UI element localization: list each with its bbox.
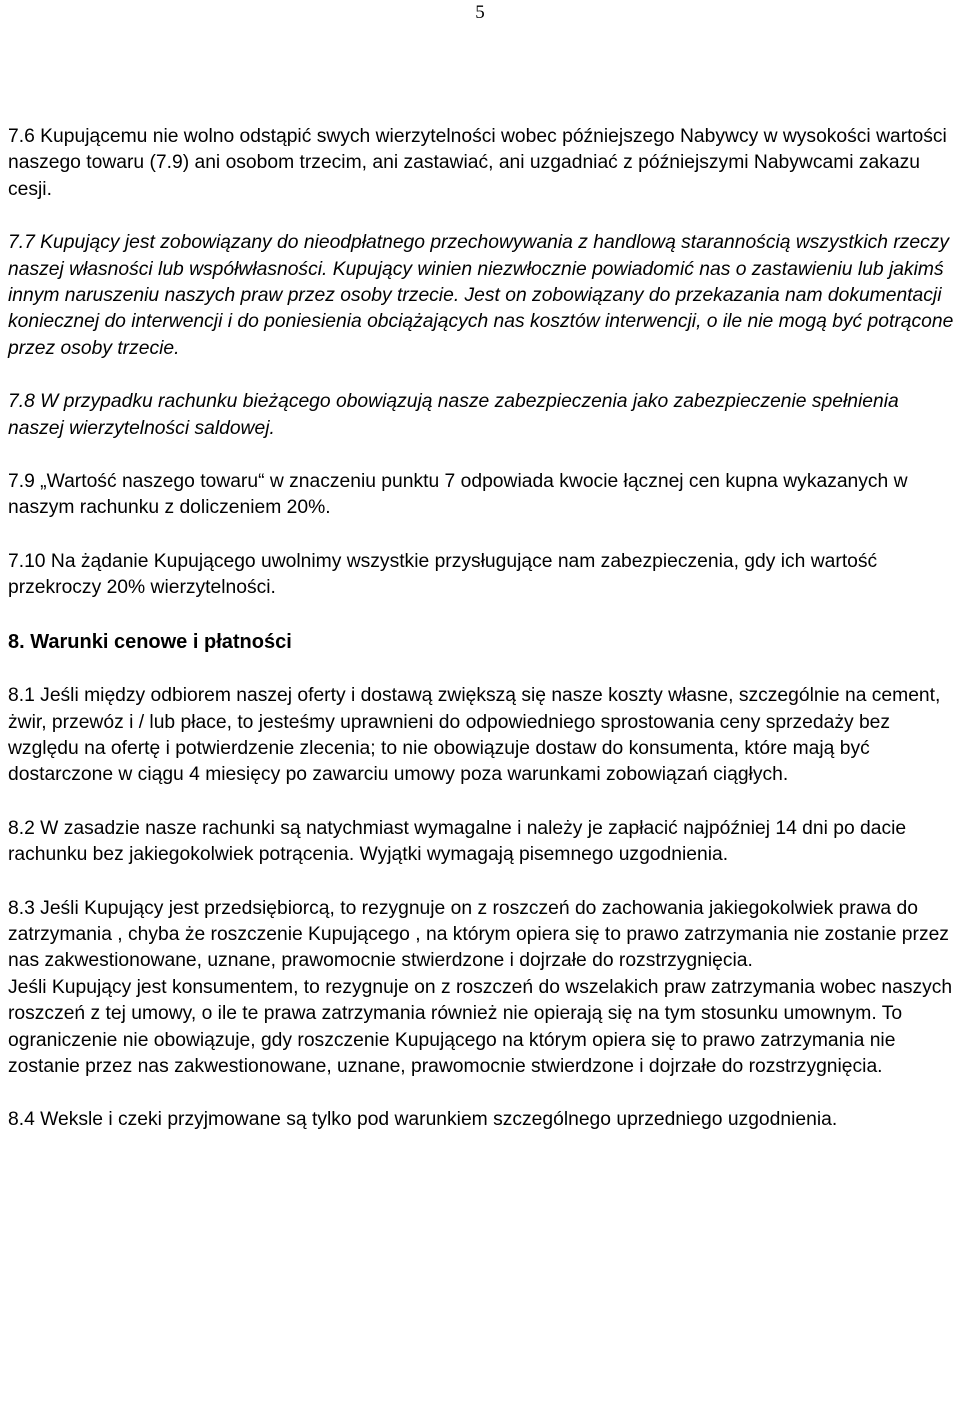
document-body — [8, 124, 958, 1161]
section-number: 7.7 — [8, 232, 35, 254]
section-8-4 — [8, 1107, 958, 1133]
section-text: Na żądanie Kupującego uwolnimy wszystkie przysługujące nam zabezpieczenia, gdy ich wartość przekroczy 20% wierzytelności. — [8, 550, 878, 599]
section-number: 7.6 — [8, 126, 35, 147]
section-text: Weksle i czeki przyjmowane są tylko pod warunkiem szczególnego uprzedniego uzgodnienia. — [40, 1109, 838, 1131]
section-text: Kupującemu nie wolno odstąpić swych wierzytelności wobec późniejszego Nabywcy w wysokości wartości naszego towaru (7.9) ani osobom trzecim, ani zastawiać, ani uzgadniać z późniejszymi Nabywcami zakazu cesji. — [8, 126, 947, 200]
section-7-8 — [8, 389, 958, 442]
section-number: 7.8 — [8, 391, 35, 413]
section-number: 7.9 — [8, 471, 35, 493]
section-heading-8: 8. Warunki cenowe i płatności — [8, 630, 292, 653]
section-7-7 — [8, 230, 958, 362]
section-text: W zasadzie nasze rachunki są natychmiast wymagalne i należy je zapłacić najpóźniej 14 dni po dacie rachunku bez jakiegokolwiek potrącenia. Wyjątki wymagają pisemnego uzgodnienia. — [8, 817, 907, 866]
section-number: 8.2 — [8, 817, 35, 839]
section-number: 8.1 — [8, 685, 35, 707]
section-8-3-continued: Jeśli Kupujący jest konsumentem, to rezygnuje on z roszczeń do wszelakich praw zatrzymania wobec naszych roszczeń z tej umowy, o ile te prawa zatrzymania również nie opierają się na tym stosunku umownym. To ograniczenie nie obowiązuje, gdy roszczenie Kupującego na którym opiera się to prawo zatrzymania nie zostanie przez nas zakwestionowane, uznane, prawomocnie stwierdzone i dojrzałe do rozstrzygnięcia. — [8, 976, 953, 1077]
section-7-6 — [8, 124, 958, 203]
section-text: Jeśli między odbiorem naszej oferty i dostawą zwiększą się nasze koszty własne, szczególnie na cement, żwir, przewóz i / lub płace, to jesteśmy uprawnieni do odpowiedniego sprostowania ceny sprzedaży bez względu na ofertę i potwierdzenie zlecenia; to nie obowiązuje dostaw do konsumenta, które mają być dostarczone w ciągu 4 miesięcy po zawarciu umowy poza warunkami zobowiązań ciągłych. — [8, 685, 941, 786]
section-text: Kupujący jest zobowiązany do nieodpłatnego przechowywania z handlową starannością wszystkich rzeczy naszej własności lub współwłasności. Kupujący winien niezwłocznie powiadomić nas o zastawieniu lub jakimś innym naruszeniu naszych praw przez osoby trzecie. Jest on zobowiązany do przekazania nam dokumentacji koniecznej do interwencji i do poniesienia obciążających nas kosztów interwencji, o ile nie mogą być potrącone przez osoby trzecie. — [8, 232, 954, 359]
section-7-9 — [8, 469, 958, 522]
section-text: W przypadku rachunku bieżącego obowiązują nasze zabezpieczenia jako zabezpieczenie spełnienia naszej wierzytelności saldowej. — [8, 391, 899, 439]
page-number: 5 — [475, 2, 485, 23]
section-8-2 — [8, 816, 958, 869]
section-text: „Wartość naszego towaru“ w znaczeniu punktu 7 odpowiada kwocie łącznej cen kupna wykazanych w naszym rachunku z doliczeniem 20%. — [8, 471, 908, 519]
section-text: Jeśli Kupujący jest przedsiębiorcą, to rezygnuje on z roszczeń do zachowania jakiegokolwiek prawa do zatrzymania , chyba że roszczenie Kupującego , na którym opiera się to prawo zatrzymania nie zostanie przez nas zakwestionowane, uznane, prawomocnie stwierdzone i dojrzałe do rozstrzygnięcia. — [8, 897, 949, 972]
section-number: 8.4 — [8, 1109, 35, 1131]
section-8-1 — [8, 683, 958, 789]
section-number: 8.3 — [8, 897, 35, 919]
section-7-10 — [8, 549, 958, 602]
section-number: 7.10 — [8, 550, 46, 572]
section-8-3 — [8, 896, 958, 975]
